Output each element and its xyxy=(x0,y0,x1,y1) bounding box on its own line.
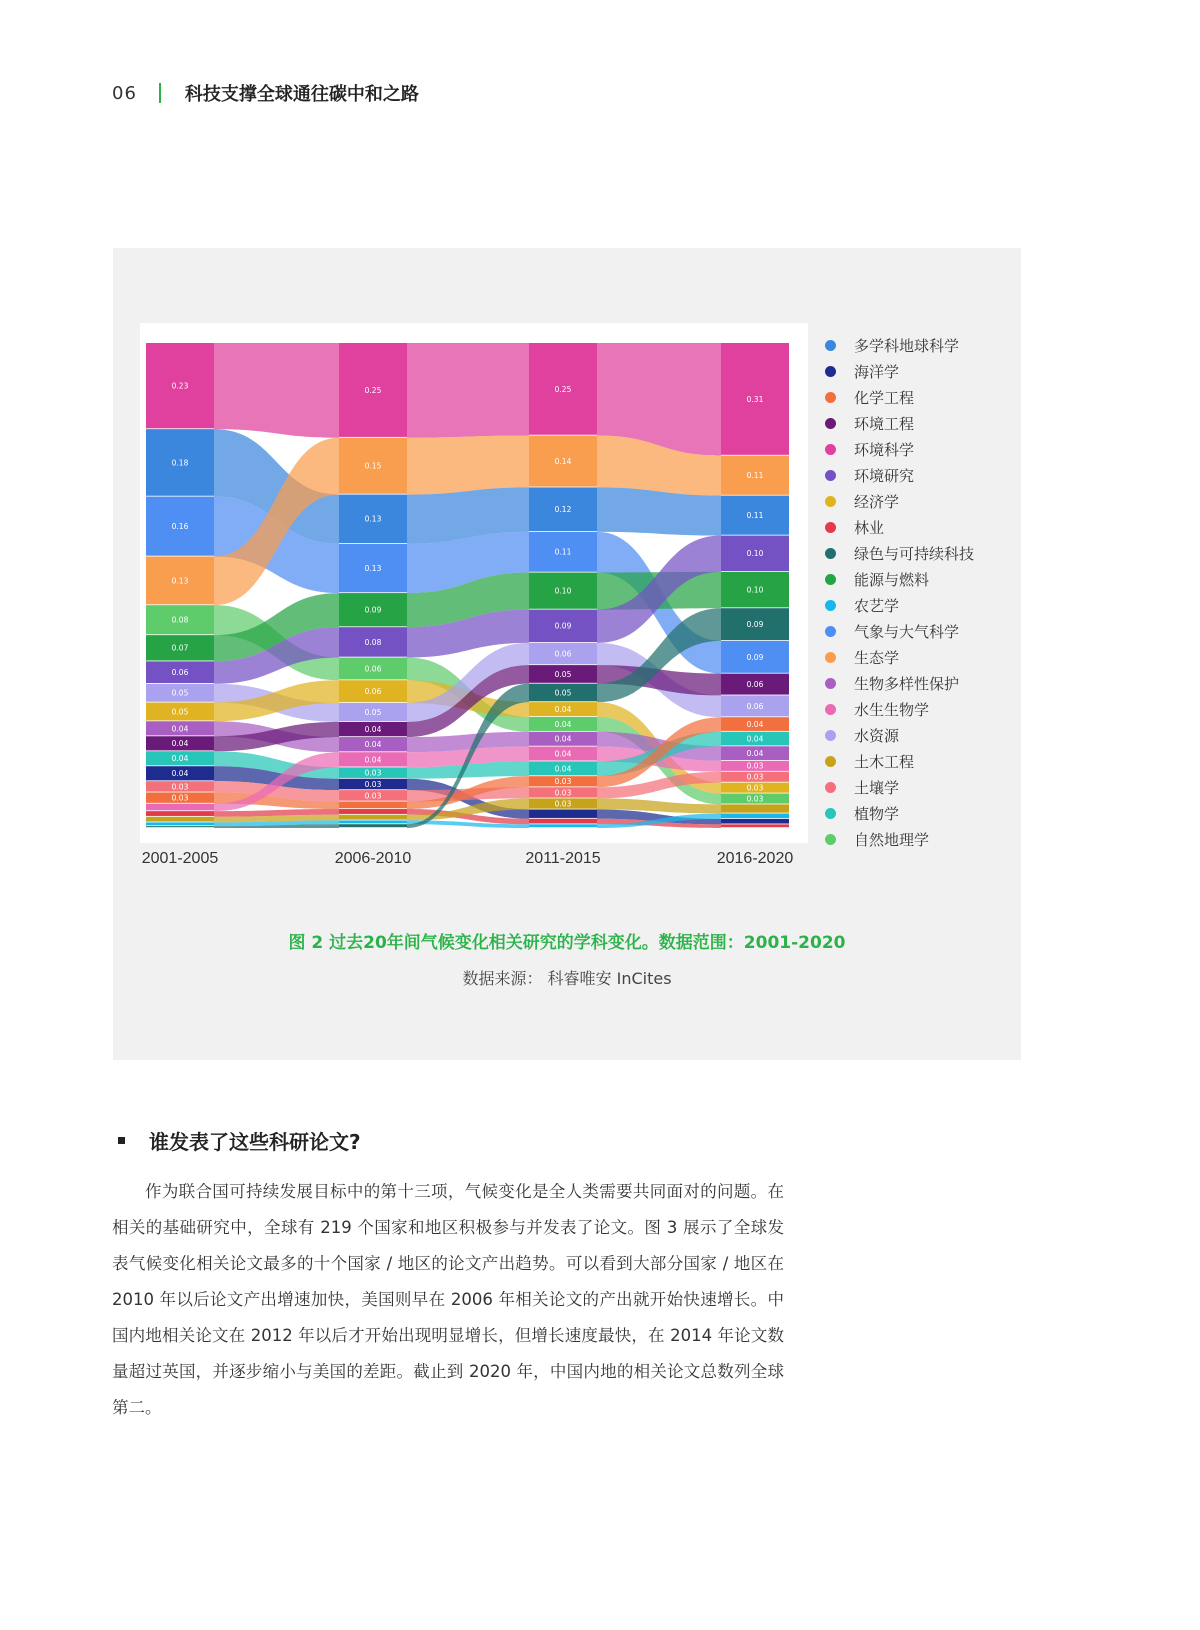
legend-label: 环境科学 xyxy=(854,440,915,459)
node-value-label: 0.04 xyxy=(554,734,572,744)
node-value-label: 0.09 xyxy=(746,652,764,662)
legend-label: 气象与大气科学 xyxy=(854,622,960,641)
figure-caption: 图 2 过去20年间气候变化相关研究的学科变化。数据范围：2001-2020 xyxy=(288,933,846,953)
flow-751f60015b66-1 xyxy=(407,436,529,495)
legend-label: 土木工程 xyxy=(854,752,915,771)
node-value-label: 0.04 xyxy=(171,724,189,734)
legend-label: 自然地理学 xyxy=(854,830,930,849)
node-value-label: 0.05 xyxy=(171,707,189,717)
legend-item xyxy=(825,332,974,358)
legend-label: 生物多样性保护 xyxy=(854,674,960,693)
legend-dot-icon xyxy=(825,808,836,819)
node-value-label: 0.10 xyxy=(746,549,764,559)
node-value-label: 0.06 xyxy=(554,649,572,659)
node-6d776d0b5b66-3 xyxy=(721,819,789,824)
legend-label: 经济学 xyxy=(854,492,900,511)
node-571f67285de57a0b-0 xyxy=(146,817,214,822)
running-title: 科技支撑全球通往碳中和之路 xyxy=(184,84,419,105)
node-value-label: 0.04 xyxy=(554,719,572,729)
legend-label: 植物学 xyxy=(854,804,900,823)
legend-dot-icon xyxy=(825,418,836,429)
node-value-label: 0.03 xyxy=(746,783,764,793)
node-value-label: 0.04 xyxy=(746,749,764,759)
node-519c827a5b66-1 xyxy=(339,820,407,823)
node-value-label: 0.04 xyxy=(364,724,382,734)
node-value-label: 0.08 xyxy=(171,615,189,625)
node-67974e1a-1 xyxy=(339,809,407,814)
legend-dot-icon xyxy=(825,834,836,845)
node-value-label: 0.03 xyxy=(171,782,189,792)
legend-label: 水生生物学 xyxy=(854,700,930,719)
legend-item xyxy=(825,696,974,722)
page-number: 06 xyxy=(112,82,137,104)
legend-label: 化学工程 xyxy=(854,388,915,407)
node-53165b665de57a0b-1 xyxy=(339,801,407,808)
legend-dot-icon xyxy=(825,444,836,455)
legend-dot-icon xyxy=(825,340,836,351)
node-value-label: 0.16 xyxy=(171,522,189,532)
sankey-chart xyxy=(140,323,808,883)
legend-label: 海洋学 xyxy=(854,362,900,381)
node-value-label: 0.23 xyxy=(171,381,189,391)
legend-dot-icon xyxy=(825,496,836,507)
legend-label: 环境研究 xyxy=(854,466,915,485)
legend-dot-icon xyxy=(825,704,836,715)
node-value-label: 0.04 xyxy=(554,764,572,774)
node-value-label: 0.11 xyxy=(746,471,764,481)
legend-dot-icon xyxy=(825,730,836,741)
node-519c827a5b66-0 xyxy=(146,822,214,825)
node-571f67285de57a0b-1 xyxy=(339,815,407,820)
legend-dot-icon xyxy=(825,574,836,585)
legend-label: 多学科地球科学 xyxy=(854,336,960,355)
node-value-label: 0.18 xyxy=(171,458,189,468)
node-value-label: 0.03 xyxy=(746,772,764,782)
legend-label: 绿色与可持续科技 xyxy=(854,544,975,563)
node-value-label: 0.04 xyxy=(171,754,189,764)
node-6c34751f751f72695b66-0 xyxy=(146,804,214,811)
node-6d776d0b5b66-2 xyxy=(529,809,597,817)
node-value-label: 0.11 xyxy=(746,511,764,521)
node-value-label: 0.31 xyxy=(746,394,764,404)
node-value-label: 0.04 xyxy=(554,749,572,759)
node-value-label: 0.09 xyxy=(746,620,764,630)
legend-item xyxy=(825,488,974,514)
node-value-label: 0.06 xyxy=(746,679,764,689)
node-value-label: 0.06 xyxy=(364,687,382,697)
figure-panel xyxy=(113,248,1021,1060)
node-571f67285de57a0b-3 xyxy=(721,804,789,812)
legend-item xyxy=(825,722,974,748)
node-value-label: 0.03 xyxy=(554,788,572,798)
node-value-label: 0.09 xyxy=(554,621,572,631)
flow-73af588379d15b66-0 xyxy=(214,343,339,438)
node-value-label: 0.05 xyxy=(554,669,572,679)
legend-item xyxy=(825,566,974,592)
node-value-label: 0.03 xyxy=(746,761,764,771)
legend-label: 林业 xyxy=(854,518,885,537)
node-7eff82724e0e53ef63017eed79d16280-1 xyxy=(339,824,407,827)
flow-73af588379d15b66-1 xyxy=(407,343,529,438)
node-value-label: 0.03 xyxy=(554,777,572,787)
node-value-label: 0.06 xyxy=(746,701,764,711)
body-text xyxy=(112,1174,784,1426)
legend-dot-icon xyxy=(825,548,836,559)
legend-dot-icon xyxy=(825,522,836,533)
node-value-label: 0.05 xyxy=(554,688,572,698)
legend-label: 能源与燃料 xyxy=(854,570,930,589)
legend-dot-icon xyxy=(825,782,836,793)
legend-item xyxy=(825,358,974,384)
node-value-label: 0.07 xyxy=(171,643,189,653)
legend-item xyxy=(825,748,974,774)
node-value-label: 0.04 xyxy=(746,719,764,729)
legend-item xyxy=(825,514,974,540)
legend-item xyxy=(825,618,974,644)
legend-label: 土壤学 xyxy=(854,778,900,797)
node-value-label: 0.04 xyxy=(171,739,189,749)
legend-dot-icon xyxy=(825,366,836,377)
node-value-label: 0.08 xyxy=(364,637,382,647)
legend-dot-icon xyxy=(825,392,836,403)
node-value-label: 0.13 xyxy=(364,563,382,573)
legend-item xyxy=(825,644,974,670)
node-value-label: 0.04 xyxy=(171,769,189,779)
node-value-label: 0.12 xyxy=(554,505,572,515)
legend-item xyxy=(825,410,974,436)
legend-item xyxy=(825,540,974,566)
node-value-label: 0.25 xyxy=(554,384,572,394)
node-value-label: 0.03 xyxy=(746,794,764,804)
chart-legend xyxy=(825,332,974,852)
legend-dot-icon xyxy=(825,600,836,611)
page-header xyxy=(112,80,419,106)
legend-dot-icon xyxy=(825,652,836,663)
node-value-label: 0.09 xyxy=(364,605,382,615)
bullet-icon xyxy=(118,1137,125,1144)
header-divider xyxy=(159,83,161,103)
node-519c827a5b66-3 xyxy=(721,813,789,818)
node-value-label: 0.04 xyxy=(554,705,572,715)
legend-item xyxy=(825,462,974,488)
node-value-label: 0.05 xyxy=(364,707,382,717)
figure-source: 数据来源： 科睿唯安 InCites xyxy=(462,969,672,988)
node-value-label: 0.03 xyxy=(171,793,189,803)
node-value-label: 0.10 xyxy=(554,586,572,596)
node-value-label: 0.03 xyxy=(364,791,382,801)
section-heading xyxy=(118,1126,361,1155)
node-value-label: 0.03 xyxy=(554,799,572,809)
period-axis-label: 2001-2005 xyxy=(141,850,219,867)
legend-item xyxy=(825,826,974,852)
node-519c827a5b66-2 xyxy=(529,824,597,827)
node-67974e1a-0 xyxy=(146,811,214,816)
node-value-label: 0.03 xyxy=(364,779,382,789)
node-value-label: 0.11 xyxy=(554,547,572,557)
node-67974e1a-2 xyxy=(529,819,597,824)
legend-label: 水资源 xyxy=(854,726,900,745)
node-value-label: 0.03 xyxy=(364,768,382,778)
body-paragraph: 作为联合国可持续发展目标中的第十三项，气候变化是全人类需要共同面对的问题。在相关的基础研究中，全球有 219 个国家和地区积极参与并发表了论文。图 3 展示了全球发表气候变化相关论文最多的十个国家 / 地区的论文产出趋势。可以看到大部分国家 / 地区在 2010 年以后论文产出增速加快，美国则早在 2006 年相关论文的产出就开始快速增长。中国内地相关论文在 2012 年以后才开始出现明显增长，但增长速度最快，在 2014 年论文数量超过英国，并逐步缩小与美国的差距。截止到 2020 年，中国内地的相关论文总数列全球第二。 xyxy=(112,1182,784,1417)
legend-dot-icon xyxy=(825,678,836,689)
node-value-label: 0.06 xyxy=(364,664,382,674)
node-value-label: 0.25 xyxy=(364,385,382,395)
legend-label: 农艺学 xyxy=(854,596,900,615)
legend-dot-icon xyxy=(825,626,836,637)
period-axis-label: 2016-2020 xyxy=(716,850,794,867)
period-axis-label: 2011-2015 xyxy=(525,850,601,867)
legend-dot-icon xyxy=(825,756,836,767)
node-value-label: 0.13 xyxy=(171,576,189,586)
node-value-label: 0.05 xyxy=(171,688,189,698)
legend-item xyxy=(825,670,974,696)
node-value-label: 0.13 xyxy=(364,514,382,524)
legend-item xyxy=(825,774,974,800)
node-7eff82724e0e53ef63017eed79d16280-0 xyxy=(146,826,214,827)
node-value-label: 0.06 xyxy=(171,668,189,678)
legend-item xyxy=(825,592,974,618)
node-value-label: 0.04 xyxy=(746,734,764,744)
node-value-label: 0.15 xyxy=(364,461,382,471)
node-67974e1a-3 xyxy=(721,824,789,827)
legend-label: 生态学 xyxy=(854,648,900,667)
section-title: 谁发表了这些科研论文? xyxy=(149,1130,361,1154)
node-value-label: 0.04 xyxy=(364,755,382,765)
legend-label: 环境工程 xyxy=(854,414,915,433)
period-axis-label: 2006-2010 xyxy=(334,850,412,867)
node-value-label: 0.04 xyxy=(364,740,382,750)
legend-item xyxy=(825,384,974,410)
legend-item xyxy=(825,436,974,462)
legend-dot-icon xyxy=(825,470,836,481)
node-value-label: 0.14 xyxy=(554,456,572,466)
legend-item xyxy=(825,800,974,826)
node-value-label: 0.10 xyxy=(746,585,764,595)
